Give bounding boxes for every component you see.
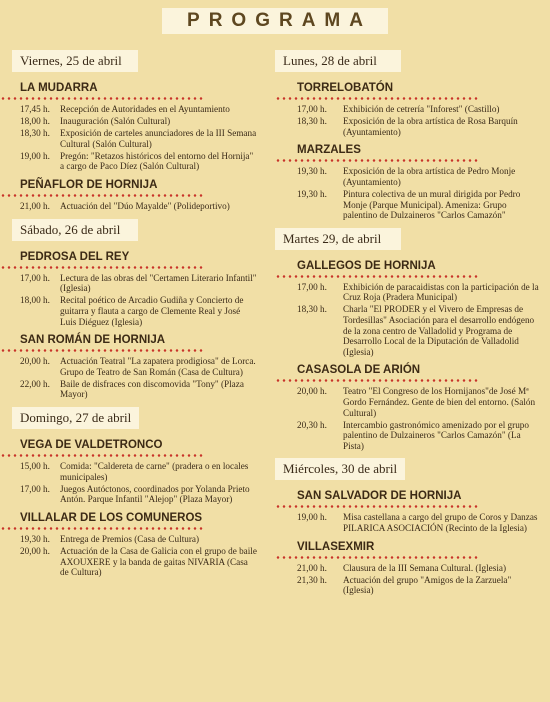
event-description: Lectura de las obras del "Certamen Literario Infantil" (Iglesia) [60,272,257,294]
event-description: Entrega de Premios (Casa de Cultura) [60,533,200,544]
event-description: Clausura de la III Semana Cultural. (Iglesia) [343,562,507,573]
venue-name: PEÑAFLOR DE HORNIJA [20,179,158,192]
event-time: 18,00 h. [20,116,50,127]
event-row [0,201,265,212]
event-time: 15,00 h. [20,461,50,471]
dotted-underline [275,505,480,508]
day-header: Martes 29, de abril [275,228,401,250]
event-description: Actuación del "Dúo Mayalde" (Polideportivo) [60,201,230,212]
event-time: 21,00 h. [20,201,50,212]
venue-block [275,364,550,451]
event-row [275,420,550,452]
day-header: Domingo, 27 de abril [12,407,139,429]
event-row [275,386,550,418]
event-description: Inauguración (Salón Cultural) [60,116,171,127]
left-column [0,50,265,585]
event-row [0,116,265,127]
event-row [0,534,265,545]
event-time: 17,00 h. [20,272,50,283]
event-description: Intercambio gastronómico amenizado por el grupo palentino de Dulzaineros "Carlos Camazón" (La Pista) [343,419,529,451]
event-description: Actuación Teatral "La zapatera prodigiosa" de Lorca. Grupo de Teatro de San Román (Casa de Cultura) [60,356,256,377]
event-time: 19,30 h. [297,166,327,177]
right-column [275,50,550,603]
event-time: 18,30 h. [297,116,327,127]
event-time: 19,00 h. [20,150,50,161]
venue-name: CASASOLA DE ARIÓN [297,364,421,377]
dotted-underline [275,97,480,100]
event-row [275,104,550,115]
event-row [0,461,265,482]
event-row [0,546,265,578]
event-description: Misa castellana a cargo del grupo de Coros y Danzas PILARICA ASOCIACIÓN (Recinto de la Iglesia) [343,512,538,534]
event-time: 18,30 h. [297,304,327,315]
event-description: Teatro "El Congreso de los Hornijanos"de José Mª Gordo Fernández. Gente de bien del entorno. (Salón Cultural) [343,386,536,418]
event-row [275,304,550,357]
venue-block [275,541,550,596]
venue-block [275,260,550,358]
event-row [0,379,265,400]
event-row [275,116,550,137]
venue-block [275,490,550,533]
event-description: Exhibición de cetrería "Inforest" (Castillo) [343,104,500,114]
dotted-underline [0,454,205,457]
venue-name: TORRELOBATÓN [297,82,394,94]
venue-name: VEGA DE VALDETRONCO [20,439,163,451]
event-time: 17,00 h. [20,483,50,494]
venue-name: LA MUDARRA [20,82,98,94]
venue-block [275,82,550,137]
event-time: 18,00 h. [20,295,50,306]
event-description: Recepción de Autoridades en el Ayuntamiento [60,104,230,114]
event-description: Comida: "Caldereta de carne" (pradera o en locales municipales) [60,461,249,482]
event-row [0,128,265,149]
event-description: Pregón: "Retazos históricos del entorno del Hornija" a cargo de Paco Díez (Salón Cultural) [60,150,254,172]
event-time: 17,00 h. [297,104,327,114]
venue-name: MARZALES [297,144,361,157]
event-row [0,295,265,327]
event-row [275,166,550,187]
event-time: 17,00 h. [297,281,327,292]
event-time: 19,30 h. [297,188,327,199]
day-header: Sábado, 26 de abril [12,219,138,241]
event-row [275,563,550,574]
event-description: Exposición de carteles anunciadores de la III Semana Cultural (Salón Cultural) [60,128,257,149]
venue-block [0,251,265,327]
venue-name: SAN SALVADOR DE HORNIJA [297,490,462,503]
event-time: 18,30 h. [20,128,50,139]
event-row [0,151,265,172]
event-description: Exposición de la obra artística de Rosa Barquín (Ayuntamiento) [343,116,518,137]
day-section [275,50,550,221]
event-description: Exhibición de paracaidistas con la participación de la Cruz Roja (Pradera Municipal) [343,281,539,303]
event-row [275,575,550,596]
event-row [275,189,550,221]
event-description: Actuación del grupo "Amigos de la Zarzuela" (Iglesia) [343,574,512,596]
venue-block [0,82,265,172]
dotted-underline [0,97,205,100]
event-time: 20,00 h. [20,545,50,556]
venue-name: PEDROSA DEL REY [20,250,130,263]
title-band [0,8,550,34]
event-description: Charla "El PRODER y el Vivero de Empresas de Tordesillas" Asociación para el desarrollo endógeno de la zona centro de Valladolid y Programa de Desarrollo Local de la Diputación de Valladolid (Iglesia) [343,304,535,357]
event-description: Pintura colectiva de un mural dirigida por Pedro Monje (Parque Municipal). Ameniza: Grupo palentino de Dulzaineros "Carlos Camazón" [343,188,521,221]
dotted-underline [275,275,480,278]
event-time: 19,30 h. [20,533,50,544]
day-header: Viernes, 25 de abril [12,50,138,72]
event-time: 17,45 h. [20,104,50,114]
event-time: 21,00 h. [297,562,327,573]
venue-block [0,334,265,400]
dotted-underline [0,349,205,352]
day-header: Lunes, 28 de abril [275,50,401,72]
dotted-underline [0,527,205,530]
event-description: Juegos Autóctonos, coordinados por Yolanda Prieto Antón. Parque Infantil "Alejop" (Plaza Mayor) [60,483,250,505]
day-section [0,407,265,578]
event-row [0,484,265,505]
event-row [275,282,550,303]
dotted-underline [275,379,480,382]
event-row [0,356,265,377]
event-description: Baile de disfraces con discomovida "Tony" (Plaza Mayor) [60,378,244,400]
venue-block [0,512,265,578]
venue-name: VILLASEXMIR [297,540,375,553]
day-section [0,219,265,400]
event-time: 19,00 h. [297,512,327,523]
event-description: Exposición de la obra artística de Pedro Monje (Ayuntamiento) [343,166,516,187]
event-description: Actuación de la Casa de Galicia con el grupo de baile AXOUXERE y la banda de gaitas NIVARIA (Casa de Cultura) [60,545,257,578]
venue-block [275,144,550,220]
dotted-underline [275,159,480,162]
event-description: Recital poético de Arcadio Gudiña y Concierto de guitarra y flauta a cargo de Clemente Real y José Luis Diéguez (Iglesia) [60,295,244,327]
event-time: 20,00 h. [20,356,50,367]
dotted-underline [275,556,480,559]
venue-block [0,439,265,505]
event-time: 20,00 h. [297,386,327,397]
event-row [0,104,265,115]
event-row [275,512,550,533]
dotted-underline [0,266,205,269]
venue-name: VILLALAR DE LOS COMUNEROS [20,511,203,524]
day-section [275,228,550,452]
event-row [0,273,265,294]
venue-name: SAN ROMÁN DE HORNIJA [20,334,166,347]
event-time: 20,30 h. [297,419,327,430]
day-header: Miércoles, 30 de abril [275,458,405,480]
venue-name: GALLEGOS DE HORNIJA [297,259,436,272]
page-title: PROGRAMA [162,8,388,34]
venue-block [0,179,265,212]
event-time: 22,00 h. [20,378,50,389]
event-time: 21,30 h. [297,574,327,585]
day-section [275,458,550,595]
dotted-underline [0,194,205,197]
day-section [0,50,265,212]
